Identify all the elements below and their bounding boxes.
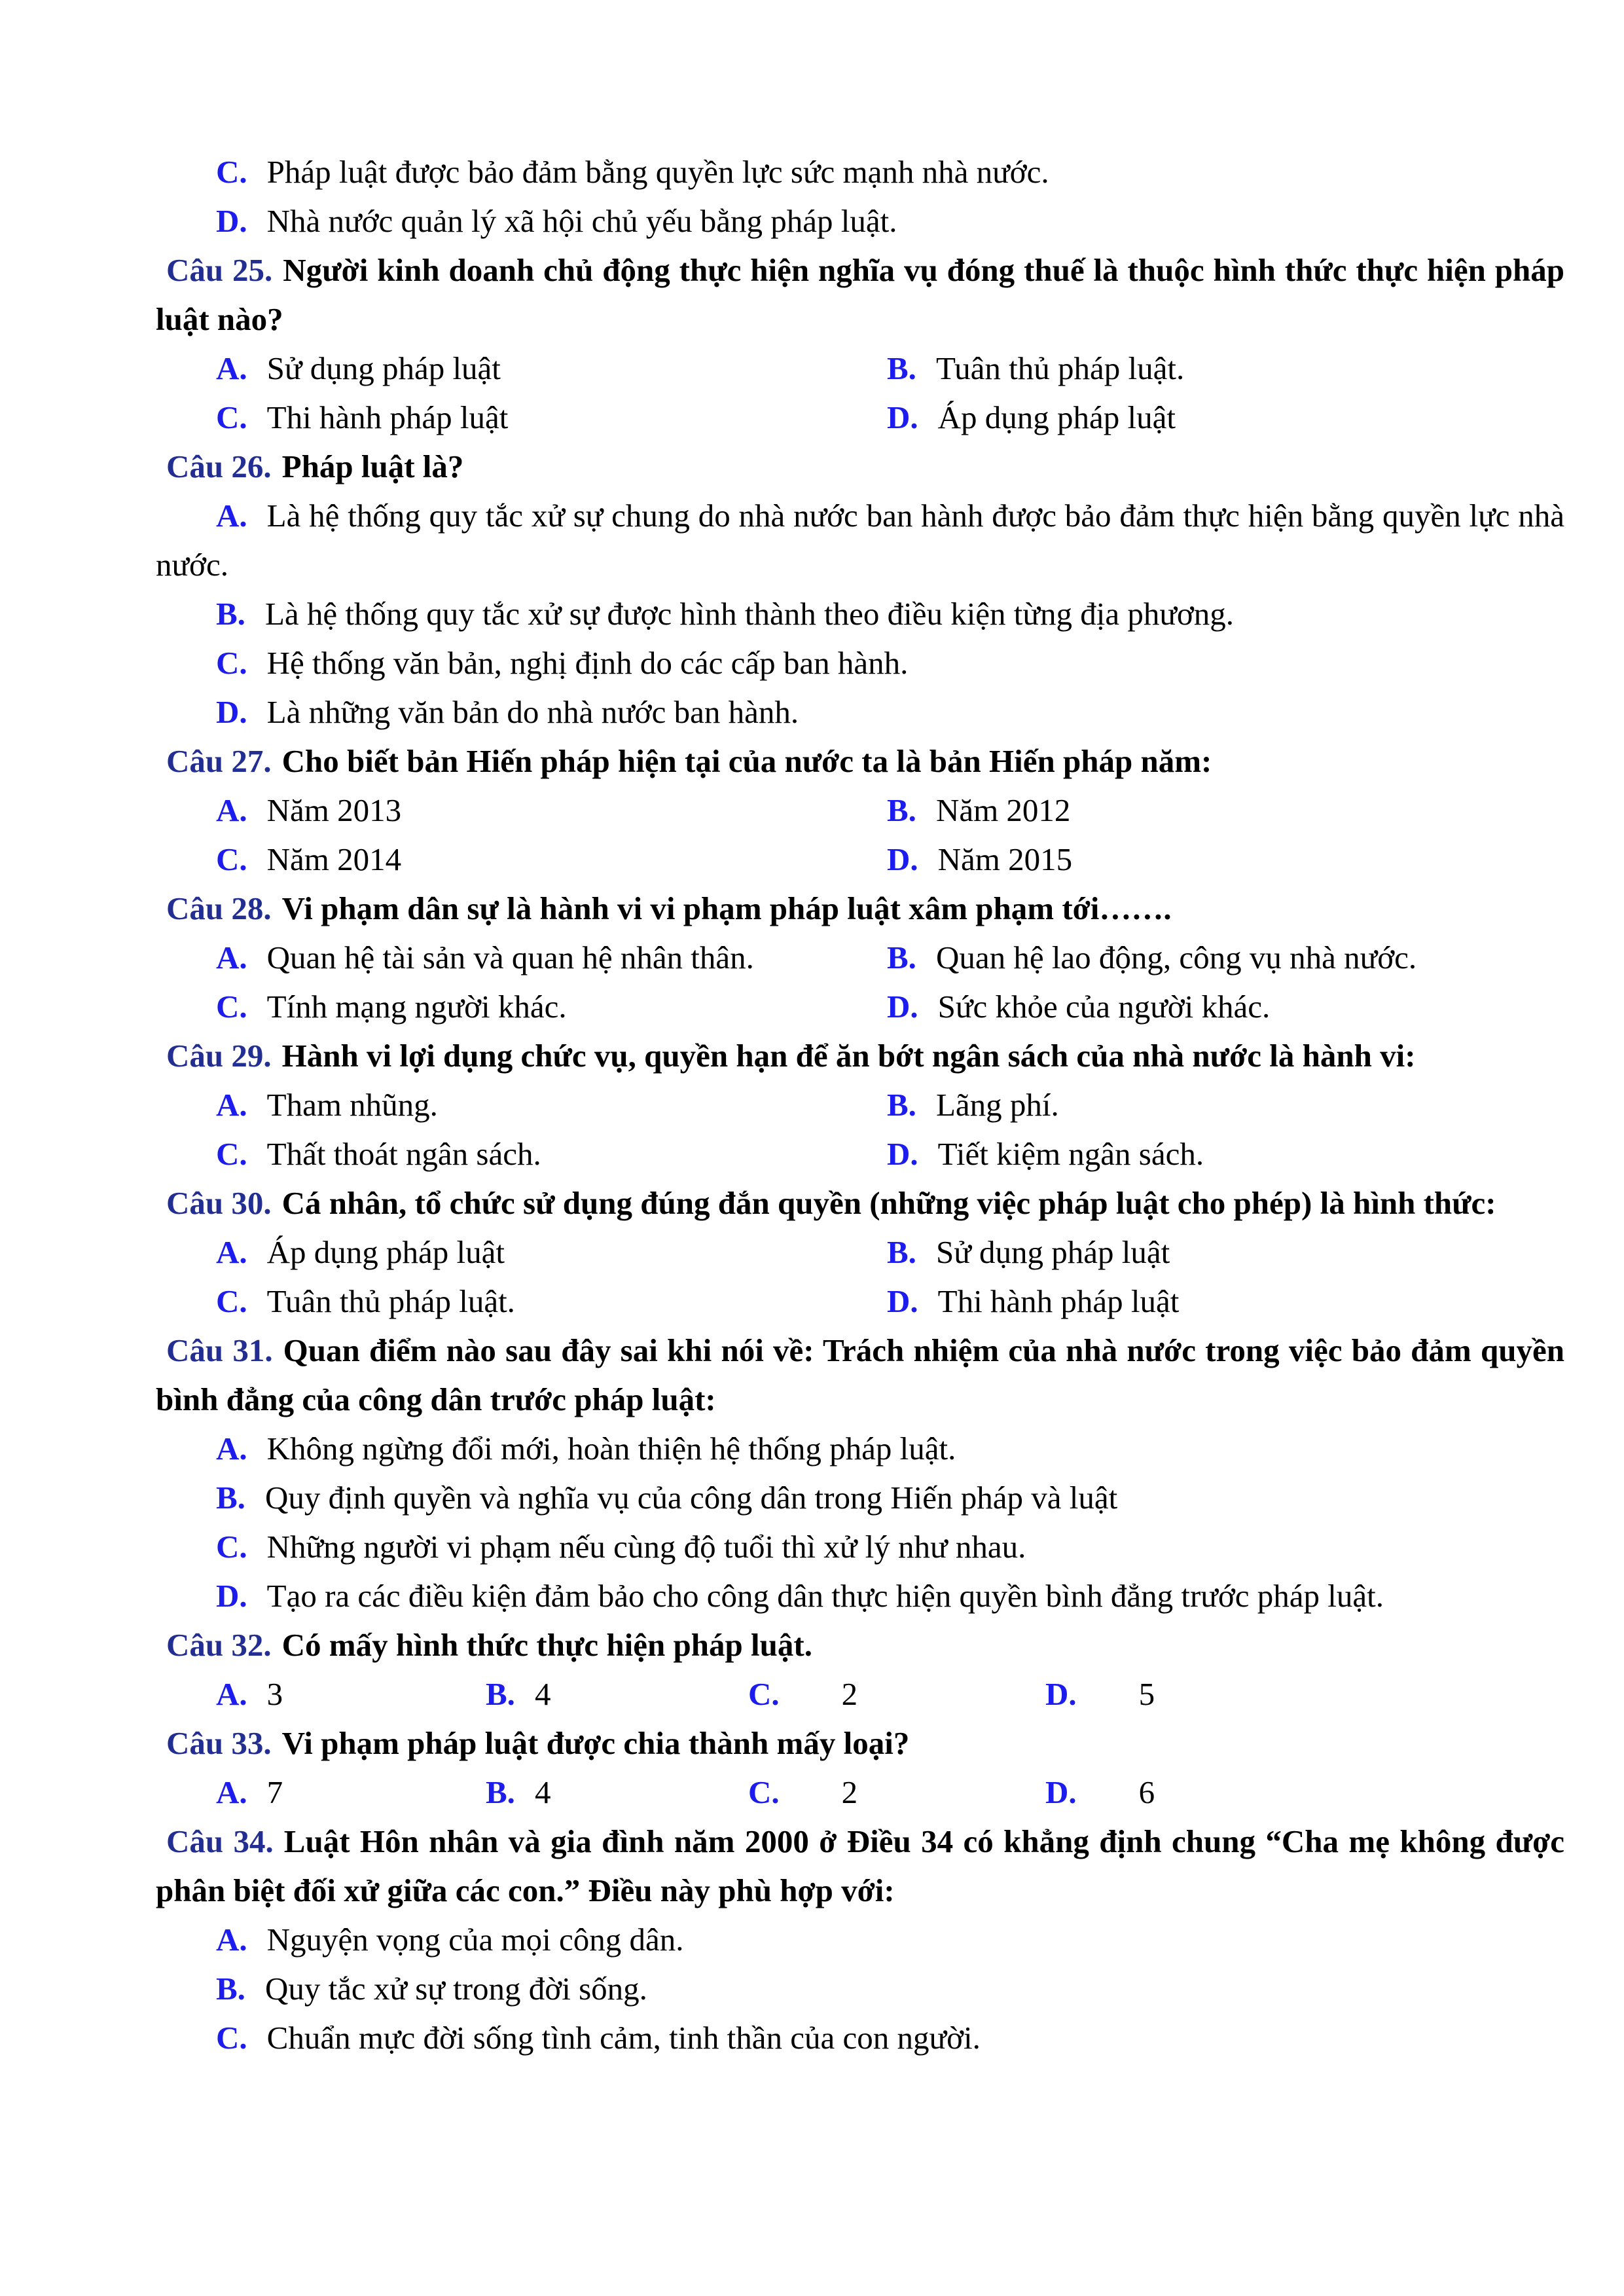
- option-text: Tạo ra các điều kiện đảm bảo cho công dân thực hiện quyền bình đẳng trước pháp luật.: [266, 1578, 1384, 1614]
- options-row: [156, 1080, 1564, 1129]
- option-text: Thất thoát ngân sách.: [266, 1136, 541, 1172]
- option-text: Thi hành pháp luật: [937, 1283, 1180, 1319]
- option-letter: B.: [216, 1971, 245, 2007]
- option-letter: A.: [216, 1087, 247, 1123]
- option-text: Tính mạng người khác.: [266, 989, 567, 1025]
- options-row: [156, 835, 1564, 884]
- option: [156, 982, 887, 1031]
- option: [887, 344, 1564, 393]
- option-letter: D.: [216, 694, 247, 730]
- option-text: Quan hệ lao động, công vụ nhà nước.: [935, 939, 1417, 975]
- option: [486, 1768, 748, 1817]
- option-text: Những người vi phạm nếu cùng độ tuổi thì xử lý như nhau.: [266, 1529, 1026, 1565]
- page-content: [156, 147, 1564, 2062]
- option-letter: D.: [1045, 1676, 1077, 1712]
- option: [156, 1228, 887, 1277]
- option: [156, 491, 1564, 589]
- options-row: [156, 1768, 1564, 1817]
- option-letter: C.: [216, 154, 247, 190]
- options-row: [156, 1129, 1564, 1178]
- option-letter: C.: [216, 1136, 247, 1172]
- option-letter: A.: [216, 1774, 247, 1810]
- option-text: 7: [266, 1774, 283, 1810]
- option-text: 6: [1138, 1774, 1155, 1810]
- question-text: Người kinh doanh chủ động thực hiện nghĩa vụ đóng thuế là thuộc hình thức thực hiện pháp luật nào?: [156, 252, 1564, 337]
- option-letter: A.: [216, 1234, 247, 1270]
- option-text: Năm 2015: [937, 841, 1073, 877]
- option-letter: B.: [887, 939, 916, 975]
- option: [156, 786, 887, 835]
- option: [156, 1080, 887, 1129]
- question: [156, 1178, 1564, 1228]
- option-letter: B.: [887, 792, 916, 828]
- option-text: 4: [534, 1676, 551, 1712]
- option-letter: D.: [887, 399, 918, 435]
- option-text: Quy tắc xử sự trong đời sống.: [264, 1971, 647, 2007]
- option-letter: C.: [748, 1774, 780, 1810]
- option-letter: D.: [887, 1283, 918, 1319]
- option-text: Hệ thống văn bản, nghị định do các cấp ban hành.: [266, 645, 909, 681]
- option-letter: B.: [887, 1087, 916, 1123]
- question-number-label: Câu 27.: [166, 743, 272, 779]
- option-letter: B.: [486, 1676, 515, 1712]
- question-number-label: Câu 29.: [166, 1038, 272, 1074]
- question-number-label: Câu 28.: [166, 890, 272, 926]
- question-number-label: Câu 33.: [166, 1725, 272, 1761]
- question: [156, 246, 1564, 344]
- option: [156, 393, 887, 442]
- option: [887, 1277, 1564, 1326]
- question-text: Vi phạm dân sự là hành vi vi phạm pháp luật xâm phạm tới…….: [281, 890, 1172, 926]
- option: [156, 1669, 486, 1719]
- option-text: Tiết kiệm ngân sách.: [937, 1136, 1204, 1172]
- options-row: [156, 344, 1564, 393]
- option-letter: A.: [216, 792, 247, 828]
- options-row: [156, 1228, 1564, 1277]
- option-letter: D.: [887, 841, 918, 877]
- option: [156, 933, 887, 982]
- option-text: 2: [841, 1676, 858, 1712]
- option-text: Lãng phí.: [935, 1087, 1059, 1123]
- option-text: Nhà nước quản lý xã hội chủ yếu bằng pháp luật.: [266, 203, 897, 239]
- option: [156, 147, 1564, 196]
- question-text: Quan điểm nào sau đây sai khi nói về: Trách nhiệm của nhà nước trong việc bảo đảm quyền bình đẳng của công dân trước pháp luật:: [156, 1332, 1564, 1417]
- option: [156, 835, 887, 884]
- option-letter: C.: [216, 1529, 247, 1565]
- option-text: Sử dụng pháp luật: [266, 350, 501, 386]
- options-row: [156, 1277, 1564, 1326]
- option-letter: D.: [216, 1578, 247, 1614]
- question-number-label: Câu 32.: [166, 1627, 272, 1663]
- question-text: Pháp luật là?: [281, 448, 464, 484]
- option: [156, 344, 887, 393]
- option-letter: C.: [748, 1676, 780, 1712]
- option-text: Năm 2013: [266, 792, 402, 828]
- options-row: [156, 933, 1564, 982]
- option: [887, 1080, 1564, 1129]
- option: [748, 1669, 1045, 1719]
- option-letter: C.: [216, 2020, 247, 2056]
- question: [156, 1719, 1564, 1768]
- option: [156, 589, 1564, 638]
- option-letter: A.: [216, 1922, 247, 1958]
- option-text: Tuân thủ pháp luật.: [935, 350, 1185, 386]
- option-letter: A.: [216, 939, 247, 975]
- option-letter: C.: [216, 645, 247, 681]
- option: [887, 1129, 1564, 1178]
- option-text: 4: [534, 1774, 551, 1810]
- option: [156, 1915, 1564, 1964]
- option-letter: D.: [216, 203, 247, 239]
- option-letter: D.: [887, 989, 918, 1025]
- option: [156, 196, 1564, 246]
- option-text: Áp dụng pháp luật: [937, 399, 1176, 435]
- option-letter: B.: [887, 350, 916, 386]
- option: [156, 1277, 887, 1326]
- option-letter: C.: [216, 399, 247, 435]
- option: [156, 1522, 1564, 1571]
- option: [887, 393, 1564, 442]
- option-letter: D.: [887, 1136, 918, 1172]
- option-text: Năm 2012: [935, 792, 1071, 828]
- option-letter: B.: [216, 1480, 245, 1516]
- option: [748, 1768, 1045, 1817]
- question-text: Cho biết bản Hiến pháp hiện tại của nước ta là bản Hiến pháp năm:: [281, 743, 1212, 779]
- option-text: Quan hệ tài sản và quan hệ nhân thân.: [266, 939, 754, 975]
- options-row: [156, 1669, 1564, 1719]
- options-row: [156, 786, 1564, 835]
- option-letter: B.: [887, 1234, 916, 1270]
- question: [156, 737, 1564, 786]
- option-letter: C.: [216, 989, 247, 1025]
- option-text: Là hệ thống quy tắc xử sự chung do nhà nước ban hành được bảo đảm thực hiện bằng quyền lực nhà nước.: [156, 498, 1564, 583]
- question-text: Cá nhân, tổ chức sử dụng đúng đắn quyền (những việc pháp luật cho phép) là hình thức:: [281, 1185, 1496, 1221]
- question-text: Hành vi lợi dụng chức vụ, quyền hạn để ăn bớt ngân sách của nhà nước là hành vi:: [281, 1038, 1416, 1074]
- question-number-label: Câu 31.: [166, 1332, 273, 1368]
- option-letter: C.: [216, 1283, 247, 1319]
- option: [156, 638, 1564, 687]
- option: [156, 1473, 1564, 1522]
- option-text: Pháp luật được bảo đảm bằng quyền lực sức mạnh nhà nước.: [266, 154, 1049, 190]
- option-text: Không ngừng đổi mới, hoàn thiện hệ thống pháp luật.: [266, 1430, 956, 1467]
- option-text: 3: [266, 1676, 283, 1712]
- question: [156, 442, 1564, 491]
- options-row: [156, 982, 1564, 1031]
- question: [156, 1031, 1564, 1080]
- option: [1045, 1768, 1564, 1817]
- question-number-label: Câu 26.: [166, 448, 272, 484]
- question: [156, 884, 1564, 933]
- option: [887, 835, 1564, 884]
- question-text: Vi phạm pháp luật được chia thành mấy loại?: [281, 1725, 910, 1761]
- question-text: Luật Hôn nhân và gia đình năm 2000 ở Điều 34 có khẳng định chung “Cha mẹ không được phân biệt đối xử giữa các con.” Điều này phù hợp với:: [156, 1823, 1564, 1908]
- option-letter: A.: [216, 498, 247, 534]
- option-text: Tuân thủ pháp luật.: [266, 1283, 515, 1319]
- option-letter: C.: [216, 841, 247, 877]
- option: [156, 1768, 486, 1817]
- option-text: Áp dụng pháp luật: [266, 1234, 505, 1270]
- question: [156, 1620, 1564, 1669]
- option-text: 5: [1138, 1676, 1155, 1712]
- option-text: 2: [841, 1774, 858, 1810]
- question: [156, 1326, 1564, 1424]
- option-letter: A.: [216, 1430, 247, 1467]
- option: [486, 1669, 748, 1719]
- option: [156, 1964, 1564, 2013]
- option-text: Là hệ thống quy tắc xử sự được hình thành theo điều kiện từng địa phương.: [264, 596, 1235, 632]
- option-text: Sử dụng pháp luật: [935, 1234, 1170, 1270]
- option-text: Sức khỏe của người khác.: [937, 989, 1271, 1025]
- option: [156, 1571, 1564, 1620]
- option: [156, 2013, 1564, 2062]
- option-letter: B.: [486, 1774, 515, 1810]
- option-letter: D.: [1045, 1774, 1077, 1810]
- question-text: Có mấy hình thức thực hiện pháp luật.: [281, 1627, 812, 1663]
- option-letter: A.: [216, 350, 247, 386]
- question-number-label: Câu 30.: [166, 1185, 272, 1221]
- option-text: Thi hành pháp luật: [266, 399, 509, 435]
- question-number-label: Câu 34.: [166, 1823, 274, 1859]
- option: [156, 687, 1564, 737]
- option-text: Chuẩn mực đời sống tình cảm, tinh thần của con người.: [266, 2020, 981, 2056]
- options-row: [156, 393, 1564, 442]
- option-letter: B.: [216, 596, 245, 632]
- option: [887, 933, 1564, 982]
- option-text: Năm 2014: [266, 841, 402, 877]
- option: [887, 1228, 1564, 1277]
- option-text: Là những văn bản do nhà nước ban hành.: [266, 694, 799, 730]
- question-number-label: Câu 25.: [166, 252, 273, 288]
- option: [887, 982, 1564, 1031]
- option: [156, 1424, 1564, 1473]
- option: [156, 1129, 887, 1178]
- question: [156, 1817, 1564, 1915]
- option-text: Nguyện vọng của mọi công dân.: [266, 1922, 684, 1958]
- option-text: Tham nhũng.: [266, 1087, 438, 1123]
- option: [887, 786, 1564, 835]
- option-text: Quy định quyền và nghĩa vụ của công dân trong Hiến pháp và luật: [264, 1480, 1118, 1516]
- option: [1045, 1669, 1564, 1719]
- option-letter: A.: [216, 1676, 247, 1712]
